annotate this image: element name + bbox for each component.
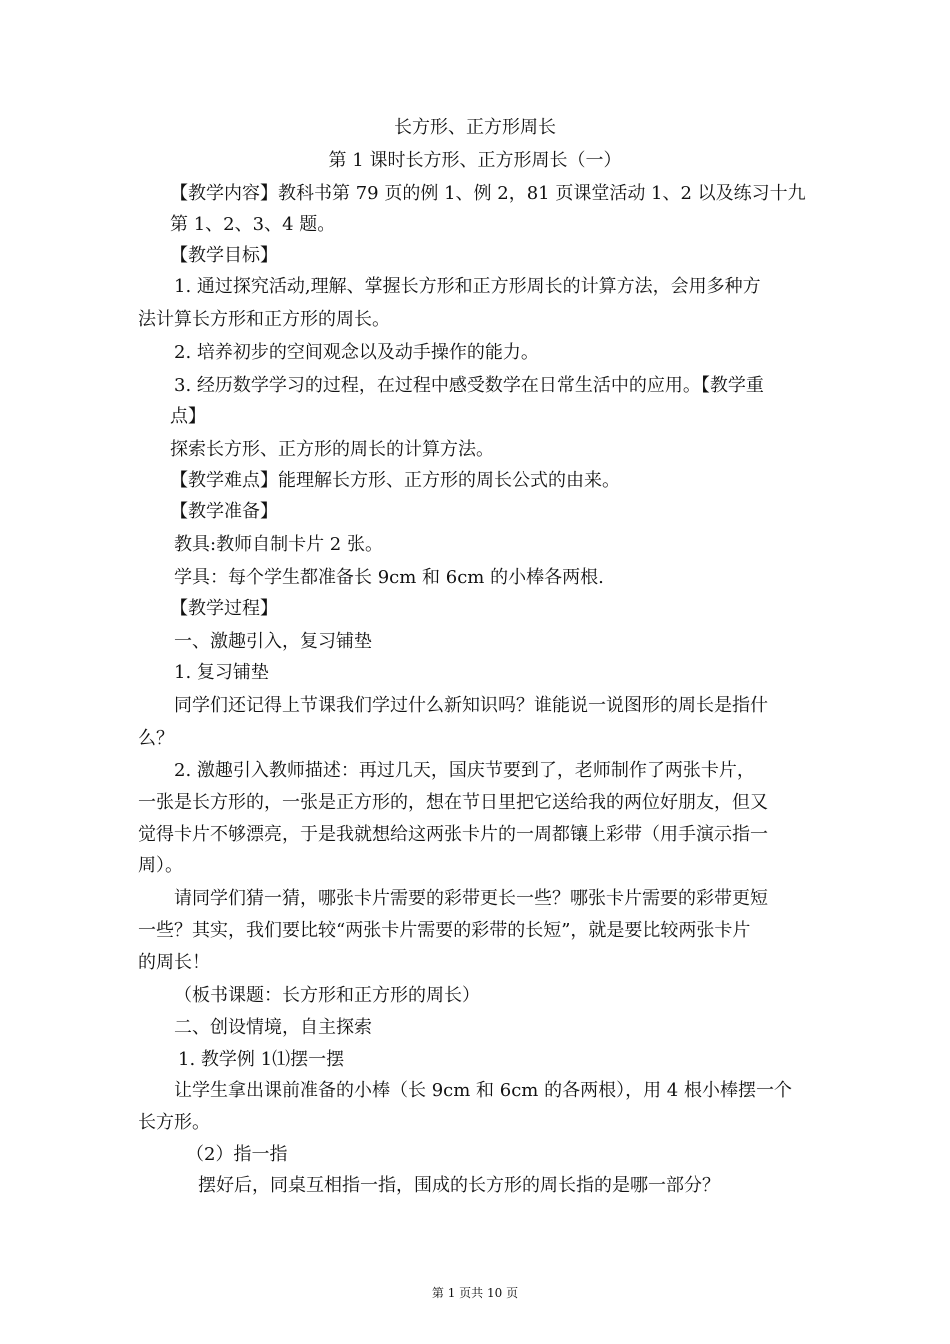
- text-line: 的周长！: [138, 952, 210, 973]
- text-line: 一、激趣引入，复习铺垫: [174, 631, 372, 652]
- text-line: 摆好后，同桌互相指一指，围成的长方形的周长指的是哪一部分？: [198, 1175, 720, 1196]
- text-line: 1. 教学例 1⑴摆一摆: [178, 1049, 345, 1070]
- text-line: 教具:教师自制卡片 2 张。: [174, 534, 383, 555]
- text-line: 2. 培养初步的空间观念以及动手操作的能力。: [174, 342, 539, 363]
- text-line: 觉得卡片不够漂亮，于是我就想给这两张卡片的一周都镶上彩带（用手演示指一: [138, 824, 768, 845]
- text-line: 周）。: [138, 855, 183, 876]
- text-line: 【教学过程】: [170, 598, 278, 619]
- text-line: 1. 复习铺垫: [174, 662, 269, 683]
- text-line: 学具：每个学生都准备长 9cm 和 6cm 的小棒各两根.: [174, 567, 604, 588]
- text-line: 二、创设情境，自主探索: [174, 1017, 372, 1038]
- text-line: 一张是长方形的，一张是正方形的，想在节日里把它送给我的两位好朋友，但又: [138, 792, 768, 813]
- text-line: 1. 通过探究活动,理解、掌握长方形和正方形周长的计算方法，会用多种方: [174, 276, 761, 297]
- document-title: 长方形、正方形周长: [394, 117, 556, 138]
- page-footer: 第 1 页共 10 页: [431, 1286, 519, 1300]
- text-line: 3. 经历数学学习的过程，在过程中感受数学在日常生活中的应用。【教学重: [174, 375, 764, 396]
- text-line: 法计算长方形和正方形的周长。: [138, 309, 390, 330]
- text-line: （2）指一指: [186, 1144, 288, 1165]
- text-line: 【教学难点】能理解长方形、正方形的周长公式的由来。: [170, 470, 620, 491]
- document-subtitle: 第 1 课时长方形、正方形周长（一）: [328, 150, 622, 171]
- text-line: 第 1、2、3、4 题。: [170, 214, 336, 235]
- text-line: 2. 激趣引入教师描述：再过几天，国庆节要到了，老师制作了两张卡片，: [174, 760, 755, 781]
- text-line: 【教学目标】: [170, 245, 278, 266]
- text-line: （板书课题：长方形和正方形的周长）: [174, 985, 480, 1006]
- text-line: 长方形。: [138, 1112, 210, 1133]
- text-line: 同学们还记得上节课我们学过什么新知识吗？谁能说一说图形的周长是指什: [174, 695, 768, 716]
- text-line: 么？: [138, 728, 174, 749]
- text-line: 探索长方形、正方形的周长的计算方法。: [170, 439, 494, 460]
- text-line: 点】: [170, 406, 206, 427]
- text-line: 【教学内容】教科书第 79 页的例 1、例 2，81 页课堂活动 1、2 以及练习十九: [170, 183, 806, 204]
- text-line: 让学生拿出课前准备的小棒（长 9cm 和 6cm 的各两根），用 4 根小棒摆一个: [174, 1080, 792, 1101]
- text-line: 【教学准备】: [170, 501, 278, 522]
- text-line: 一些？其实，我们要比较“两张卡片需要的彩带的长短”，就是要比较两张卡片: [138, 920, 751, 941]
- text-line: 请同学们猜一猜，哪张卡片需要的彩带更长一些？哪张卡片需要的彩带更短: [174, 888, 768, 909]
